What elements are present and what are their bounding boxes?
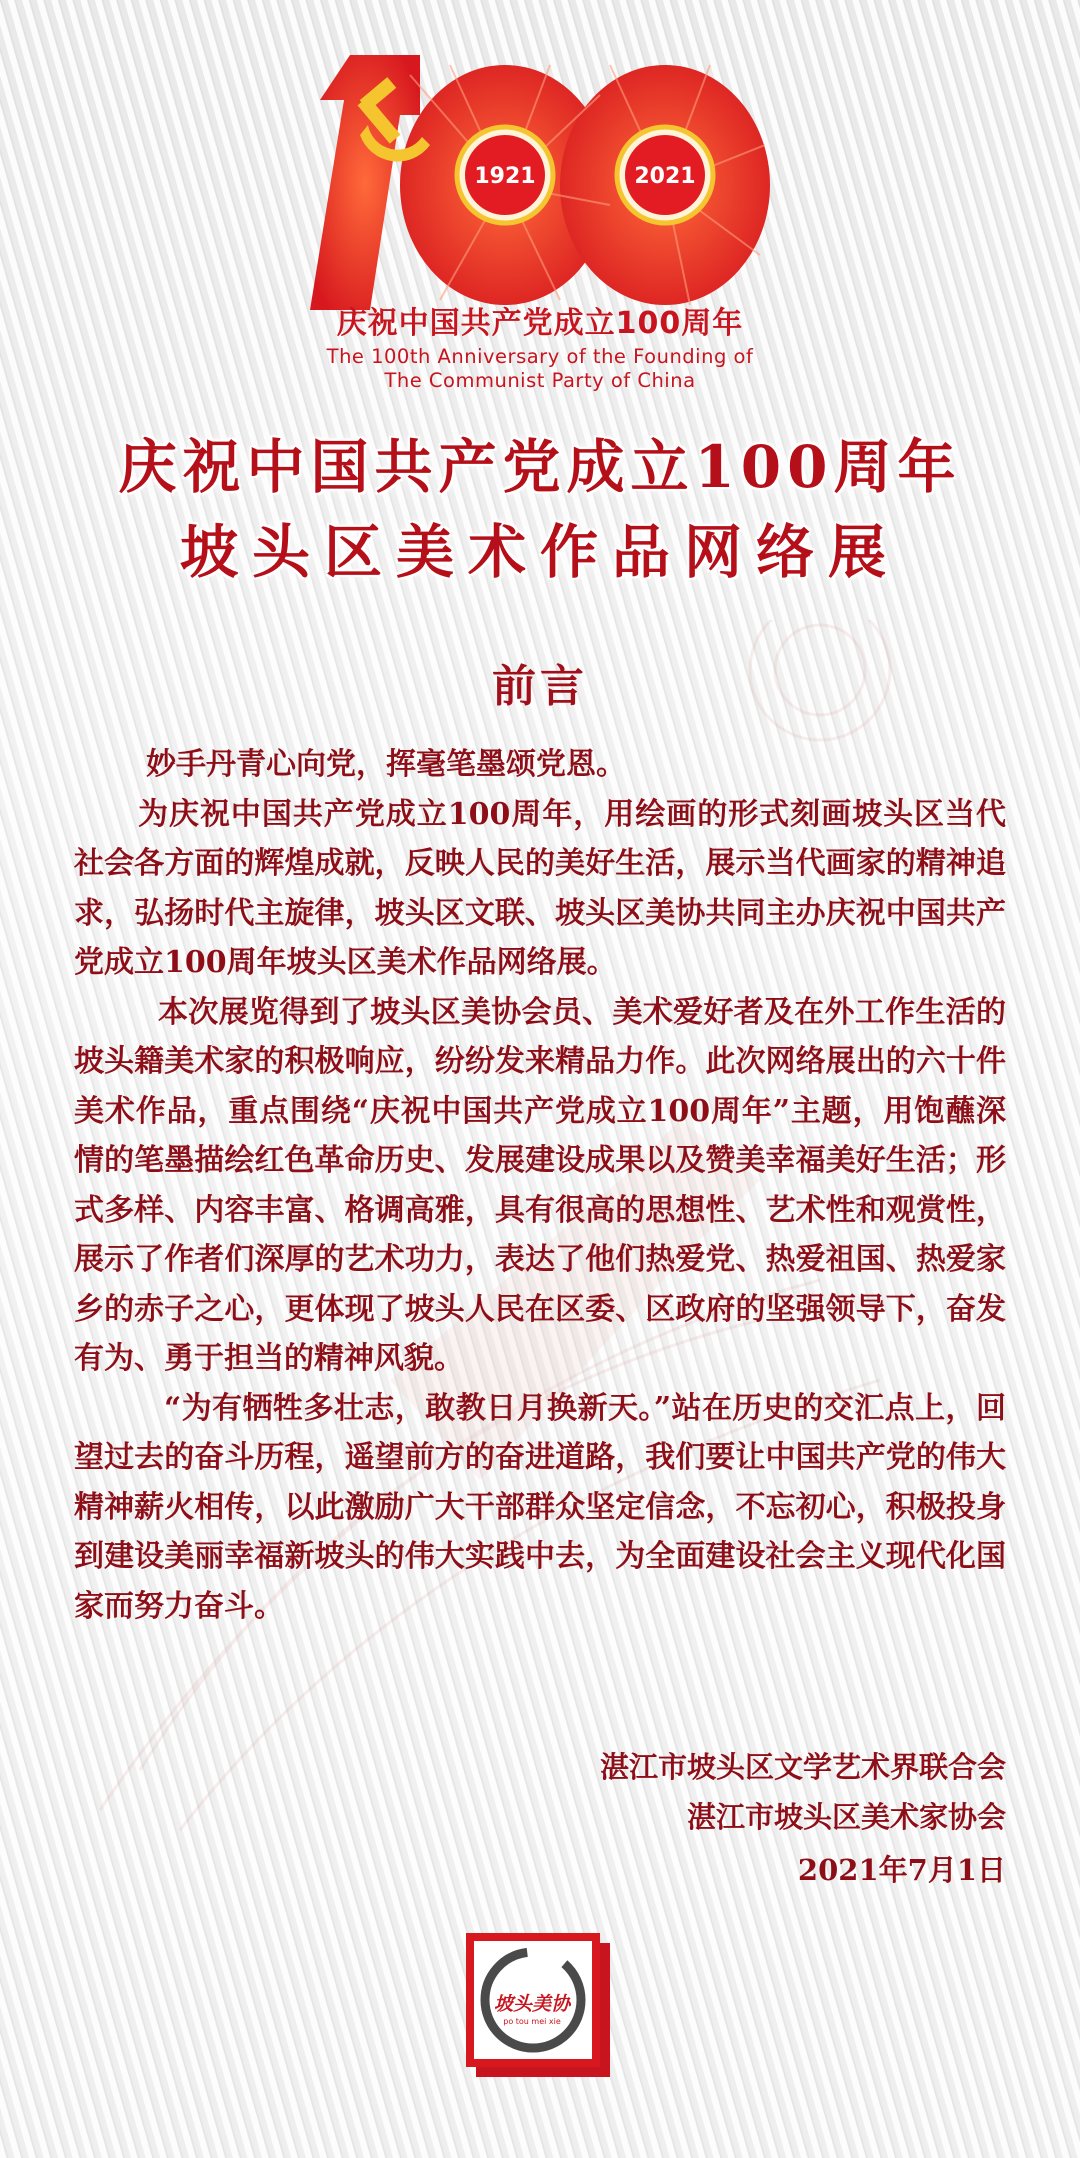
seal-text: 坡头美协 xyxy=(493,1993,570,2015)
year-1921: 1921 xyxy=(474,164,536,189)
seal-subtext: po tou mei xie xyxy=(503,2017,561,2026)
logo-caption-english-line2: The Communist Party of China xyxy=(384,369,696,392)
signature-org-federation: 湛江市坡头区文学艺术界联合会 xyxy=(599,1750,1006,1784)
page-title-line2: 坡头区美术作品网络展 xyxy=(179,518,900,586)
preface-paragraph-1: 妙手丹青心向党，挥毫笔墨颂党恩。 xyxy=(146,747,626,782)
preface-heading: 前言 xyxy=(492,661,588,712)
year-2021: 2021 xyxy=(634,164,696,189)
preface-paragraph-3: 本次展览得到了坡头区美协会员、美术爱好者及在外工作生活的坡头籍美术家的积极响应，纷纷发来精品力作。此次网络展出的六十件美术作品，重点围绕“庆祝中国共产党成立100周年”主题，用饱蘸深情的笔墨描绘红色革命历史、发展建设成果以及赞美幸福美好生活；形式多样、内容丰富、格调高雅，具有很高的思想性、艺术性和观赏性，展示了作者们深厚的艺术功力，表达了他们热爱党、热爱祖国、热爱家乡的赤子之心，更体现了坡头人民在区委、区政府的坚强领导下，奋发有为、勇于担当的精神风貌。 xyxy=(74,994,1006,1376)
preface-body xyxy=(74,740,1006,1631)
preface-paragraph-4: “为有牺牲多壮志，敢教日月换新天。”站在历史的交汇点上，回望过去的奋斗历程，遥望前方的奋进道路，我们要让中国共产党的伟大精神薪火相传，以此激励广大干部群众坚定信念，不忘初心，积极投身到建设美丽幸福新坡头的伟大实践中去，为全面建设社会主义现代化国家而努力奋斗。 xyxy=(74,1390,1006,1624)
association-seal-logo xyxy=(466,1933,614,2081)
signature-date: 2021年7月1日 xyxy=(797,1853,1006,1887)
preface-paragraph-2: 为庆祝中国共产党成立100周年，用绘画的形式刻画坡头区当代社会各方面的辉煌成就，反映人民的美好生活，展示当代画家的精神追求，弘扬时代主旋律，坡头区文联、坡头区美协共同主办庆祝中国共产党成立100周年坡头区美术作品网络展。 xyxy=(74,796,1006,980)
logo-caption-english-line1: The 100th Anniversary of the Founding of xyxy=(326,345,754,368)
logo-caption-chinese: 庆祝中国共产党成立100周年 xyxy=(336,306,744,341)
centenary-logo xyxy=(310,55,770,310)
signature-org-artists-association: 湛江市坡头区美术家协会 xyxy=(686,1800,1006,1834)
page-title-line1: 庆祝中国共产党成立100周年 xyxy=(118,433,962,501)
